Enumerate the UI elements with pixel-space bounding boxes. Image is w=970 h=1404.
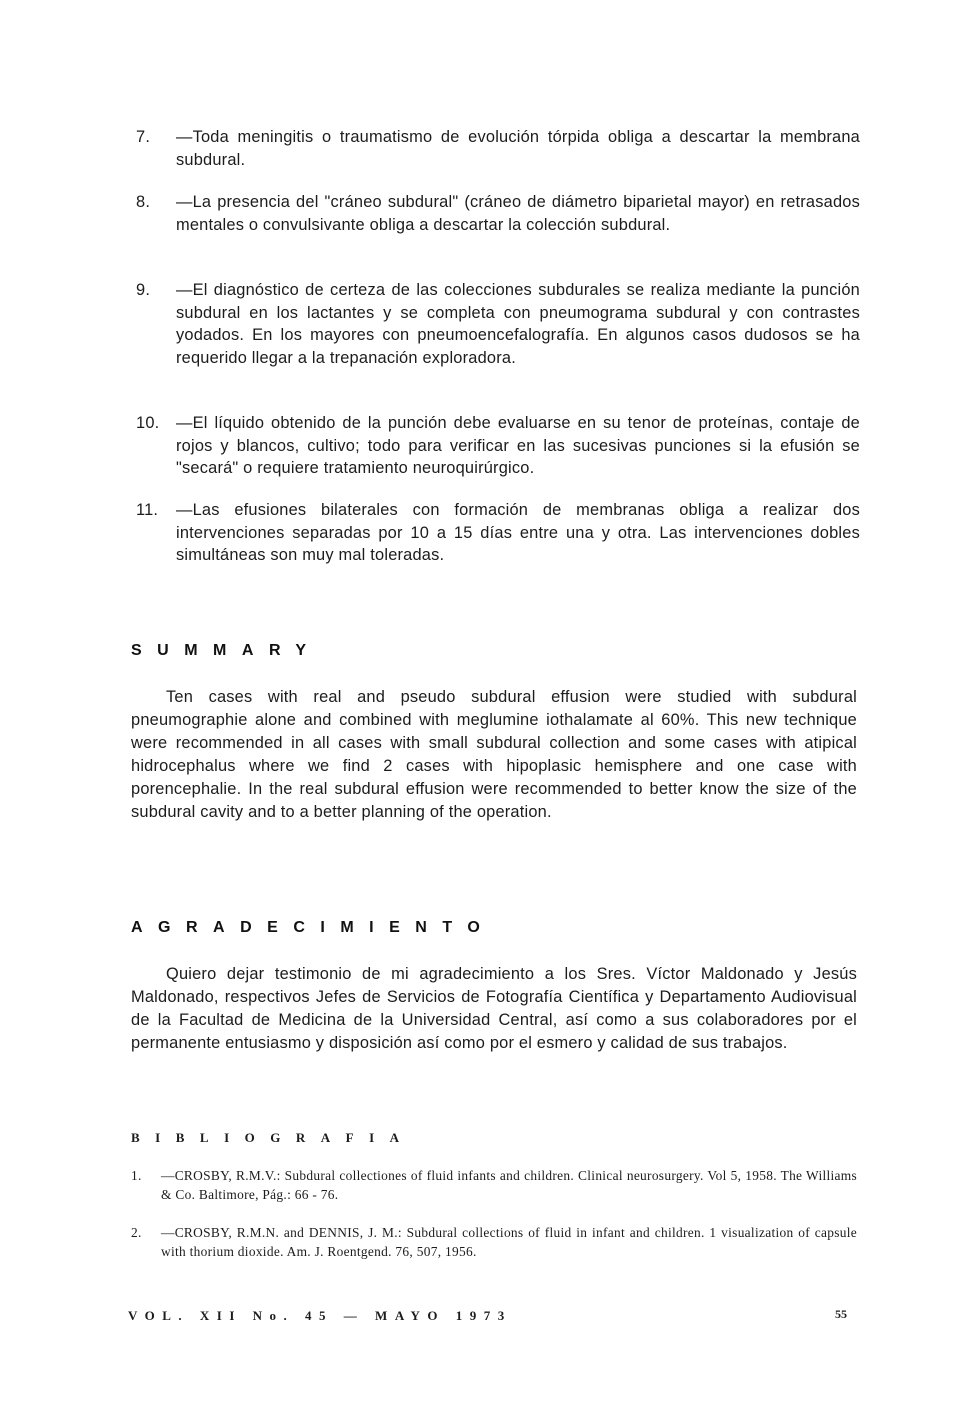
- bibliography-entry-2: [131, 1224, 857, 1261]
- reference-number: 1.: [131, 1168, 142, 1183]
- item-number: 9.: [136, 281, 151, 299]
- item-text: —El líquido obtenido de la punción debe evaluarse en su tenor de proteínas, contaje de rojos y blancos, cultivo; todo para verificar en las sucesivas punciones si la efusión se "secará" o requiere tratamiento neuroquirúrgico.: [176, 414, 860, 477]
- summary-paragraph: Ten cases with real and pseudo subdural effusion were studied with subdural pneumographie alone and combined with meglumine iothalamate al 60%. This new technique were recommended in all cases with small subdural collection and some cases with atipical hidrocephalus where we find 2 cases with hipoplasic hemisphere and one case with porencephalie. In the real subdural effusion were recommended to better know the size of the subdural cavity and to a better planning of the operation.: [131, 688, 857, 821]
- conclusion-item-11: [136, 499, 860, 567]
- conclusion-item-10: [136, 412, 860, 480]
- item-text: —Las efusiones bilaterales con formación de membranas obliga a realizar dos intervenciones separadas por 10 a 15 días entre una y otra. Las intervenciones dobles simultáneas son muy mal toleradas.: [176, 501, 860, 564]
- item-text: —La presencia del "cráneo subdural" (cráneo de diámetro biparietal mayor) en retrasados mentales o convulsivante obliga a descartar la colección subdural.: [176, 193, 860, 234]
- conclusion-item-7: [136, 126, 860, 171]
- acknowledgement-heading: AGRADECIMIENTO: [131, 919, 496, 936]
- item-text: —El diagnóstico de certeza de las colecciones subdurales se realiza mediante la punción subdural en los lactantes y se completa con pneumograma subdural y con contrastes yodados. En los mayores con pneumoencefalografía. En algunos casos dudosos se ha requerido llegar a la trepanación exploradora.: [176, 281, 860, 367]
- bibliography-heading: BIBLIOGRAFIA: [131, 1130, 415, 1145]
- item-number: 7.: [136, 128, 151, 146]
- item-number: 10.: [136, 414, 160, 432]
- conclusion-item-9: [136, 279, 860, 369]
- item-text: —Toda meningitis o traumatismo de evolución tórpida obliga a descartar la membrana subdural.: [176, 128, 860, 169]
- summary-heading: SUMMARY: [131, 642, 322, 659]
- journal-footer: VOL. XII No. 45 — MAYO 1973: [128, 1308, 512, 1323]
- reference-number: 2.: [131, 1225, 142, 1240]
- item-number: 11.: [136, 501, 159, 519]
- reference-text: —CROSBY, R.M.N. and DENNIS, J. M.: Subdural collections of fluid in infant and children. 1 visualization of capsule with thorium dioxide. Am. J. Roentgend. 76, 507, 1956.: [161, 1225, 857, 1259]
- acknowledgement-paragraph: Quiero dejar testimonio de mi agradecimiento a los Sres. Víctor Maldonado y Jesús Maldonado, respectivos Jefes de Servicios de Fotografía Científica y Departamento Audiovisual de la Facultad de Medicina de la Universidad Central, así como a sus colaboradores por el permanente entusiasmo y disposición así como por el esmero y calidad de sus trabajos.: [131, 965, 857, 1052]
- page-number: 55: [835, 1307, 847, 1321]
- item-number: 8.: [136, 193, 151, 211]
- conclusion-item-8: [136, 191, 860, 236]
- bibliography-entry-1: [131, 1167, 857, 1204]
- reference-text: —CROSBY, R.M.V.: Subdural collectiones of fluid infants and children. Clinical neurosurgery. Vol 5, 1958. The Williams & Co. Baltimore, Pág.: 66 - 76.: [161, 1168, 857, 1202]
